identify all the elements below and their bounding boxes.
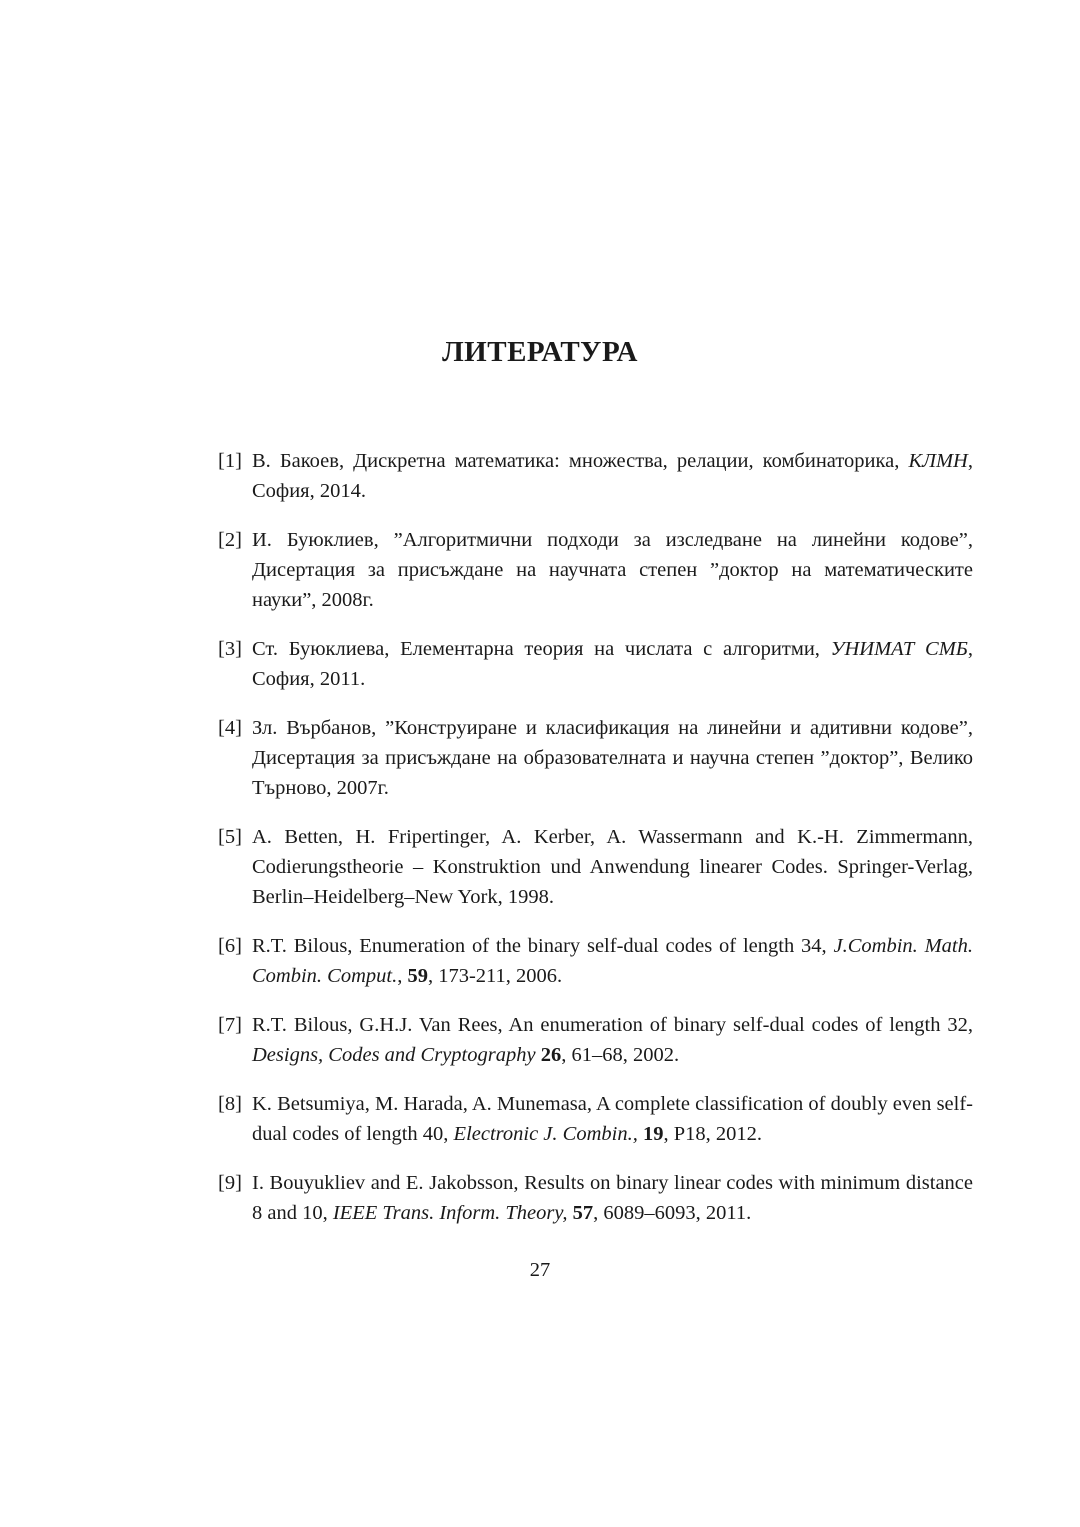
page-title: ЛИТЕРАТУРА bbox=[442, 336, 638, 368]
reference-list bbox=[218, 446, 973, 1247]
reference-text-segment: R.T. Bilous, G.H.J. Van Rees, An enumeration of binary self-dual codes of length 32, bbox=[252, 1014, 973, 1036]
reference-number: [2] bbox=[218, 529, 242, 551]
reference-item bbox=[218, 931, 973, 991]
reference-text-segment: 19 bbox=[642, 1123, 664, 1145]
reference-text-segment: КЛМН bbox=[908, 450, 968, 472]
reference-item bbox=[218, 446, 973, 506]
reference-text-segment: , 173-211, 2006. bbox=[427, 965, 563, 987]
reference-text bbox=[252, 446, 973, 506]
reference-text-segment: УНИМАТ СМБ bbox=[830, 638, 968, 660]
reference-text bbox=[252, 1089, 973, 1149]
reference-number: [6] bbox=[218, 935, 242, 957]
reference-text-segment: 59 bbox=[407, 965, 428, 987]
reference-text-segment: 26 bbox=[540, 1044, 562, 1066]
reference-text bbox=[252, 1010, 973, 1070]
reference-text-segment: , P18, 2012. bbox=[663, 1123, 762, 1145]
reference-text bbox=[252, 1168, 973, 1228]
reference-number: [9] bbox=[218, 1172, 242, 1194]
reference-text-segment: Зл. Върбанов, ”Конструиране и класификация на линейни и адитивни кодове”, Дисертация за присъждане на образователната и научна степен ”доктор”, Велико Търново, 2007г. bbox=[252, 717, 973, 799]
reference-item bbox=[218, 1010, 973, 1070]
reference-text-segment: A. Betten, H. Fripertinger, A. Kerber, A. Wassermann and K.-H. Zimmermann, Codierungstheorie – Konstruktion und Anwendung linearer Codes. Springer-Verlag, Berlin–Heidelberg–New York, 1998. bbox=[252, 826, 973, 908]
reference-text-segment: R.T. Bilous, Enumeration of the binary self-dual codes of length 34, bbox=[252, 935, 834, 957]
reference-text-segment: , 61–68, 2002. bbox=[561, 1044, 680, 1066]
reference-number: [5] bbox=[218, 826, 242, 848]
reference-text-segment: И. Буюклиев, ”Алгоритмични подходи за изследване на линейни кодове”, Дисертация за присъждане на научната степен ”доктор на математическите науки”, 2008г. bbox=[252, 529, 973, 611]
reference-text-segment: Ст. Буюклиева, Елементарна теория на числата с алгоритми, bbox=[252, 638, 831, 660]
reference-text bbox=[252, 822, 973, 912]
reference-text bbox=[252, 713, 973, 803]
reference-text-segment: , София, 2014. bbox=[252, 450, 973, 502]
reference-text-segment: 57 bbox=[572, 1202, 594, 1224]
reference-text-segment: IEEE Trans. Inform. Theory, bbox=[332, 1202, 568, 1224]
reference-number: [4] bbox=[218, 717, 242, 739]
reference-number: [1] bbox=[218, 450, 242, 472]
reference-text-segment: J.Combin. Math. Combin. Comput. bbox=[252, 935, 974, 987]
reference-text-segment: I. Bouyukliev and E. Jakobsson, Results on binary linear codes with minimum distance 8 and 10, bbox=[252, 1172, 973, 1224]
reference-text bbox=[252, 525, 973, 615]
reference-text-segment: , bbox=[397, 965, 408, 987]
reference-item bbox=[218, 822, 973, 912]
reference-item bbox=[218, 1168, 973, 1228]
reference-number: [7] bbox=[218, 1014, 242, 1036]
reference-text-segment: K. Betsumiya, M. Harada, A. Munemasa, A complete classification of doubly even self-dual codes of length 40, bbox=[252, 1093, 973, 1145]
reference-text-segment: , 6089–6093, 2011. bbox=[593, 1202, 752, 1224]
page-number: 27 bbox=[529, 1259, 551, 1281]
reference-text-segment: В. Бакоев, Дискретна математика: множества, релации, комбинаторика, bbox=[252, 450, 909, 472]
reference-item bbox=[218, 525, 973, 615]
reference-text bbox=[252, 931, 973, 991]
reference-text-segment: , София, 2011. bbox=[252, 638, 974, 690]
reference-text-segment: Designs, Codes and Cryptography bbox=[252, 1044, 536, 1066]
reference-text-segment: Electronic J. Combin., bbox=[453, 1123, 638, 1145]
reference-text bbox=[252, 634, 973, 694]
reference-item bbox=[218, 1089, 973, 1149]
reference-number: [8] bbox=[218, 1093, 242, 1115]
reference-item bbox=[218, 634, 973, 694]
reference-number: [3] bbox=[218, 638, 242, 660]
reference-item bbox=[218, 713, 973, 803]
